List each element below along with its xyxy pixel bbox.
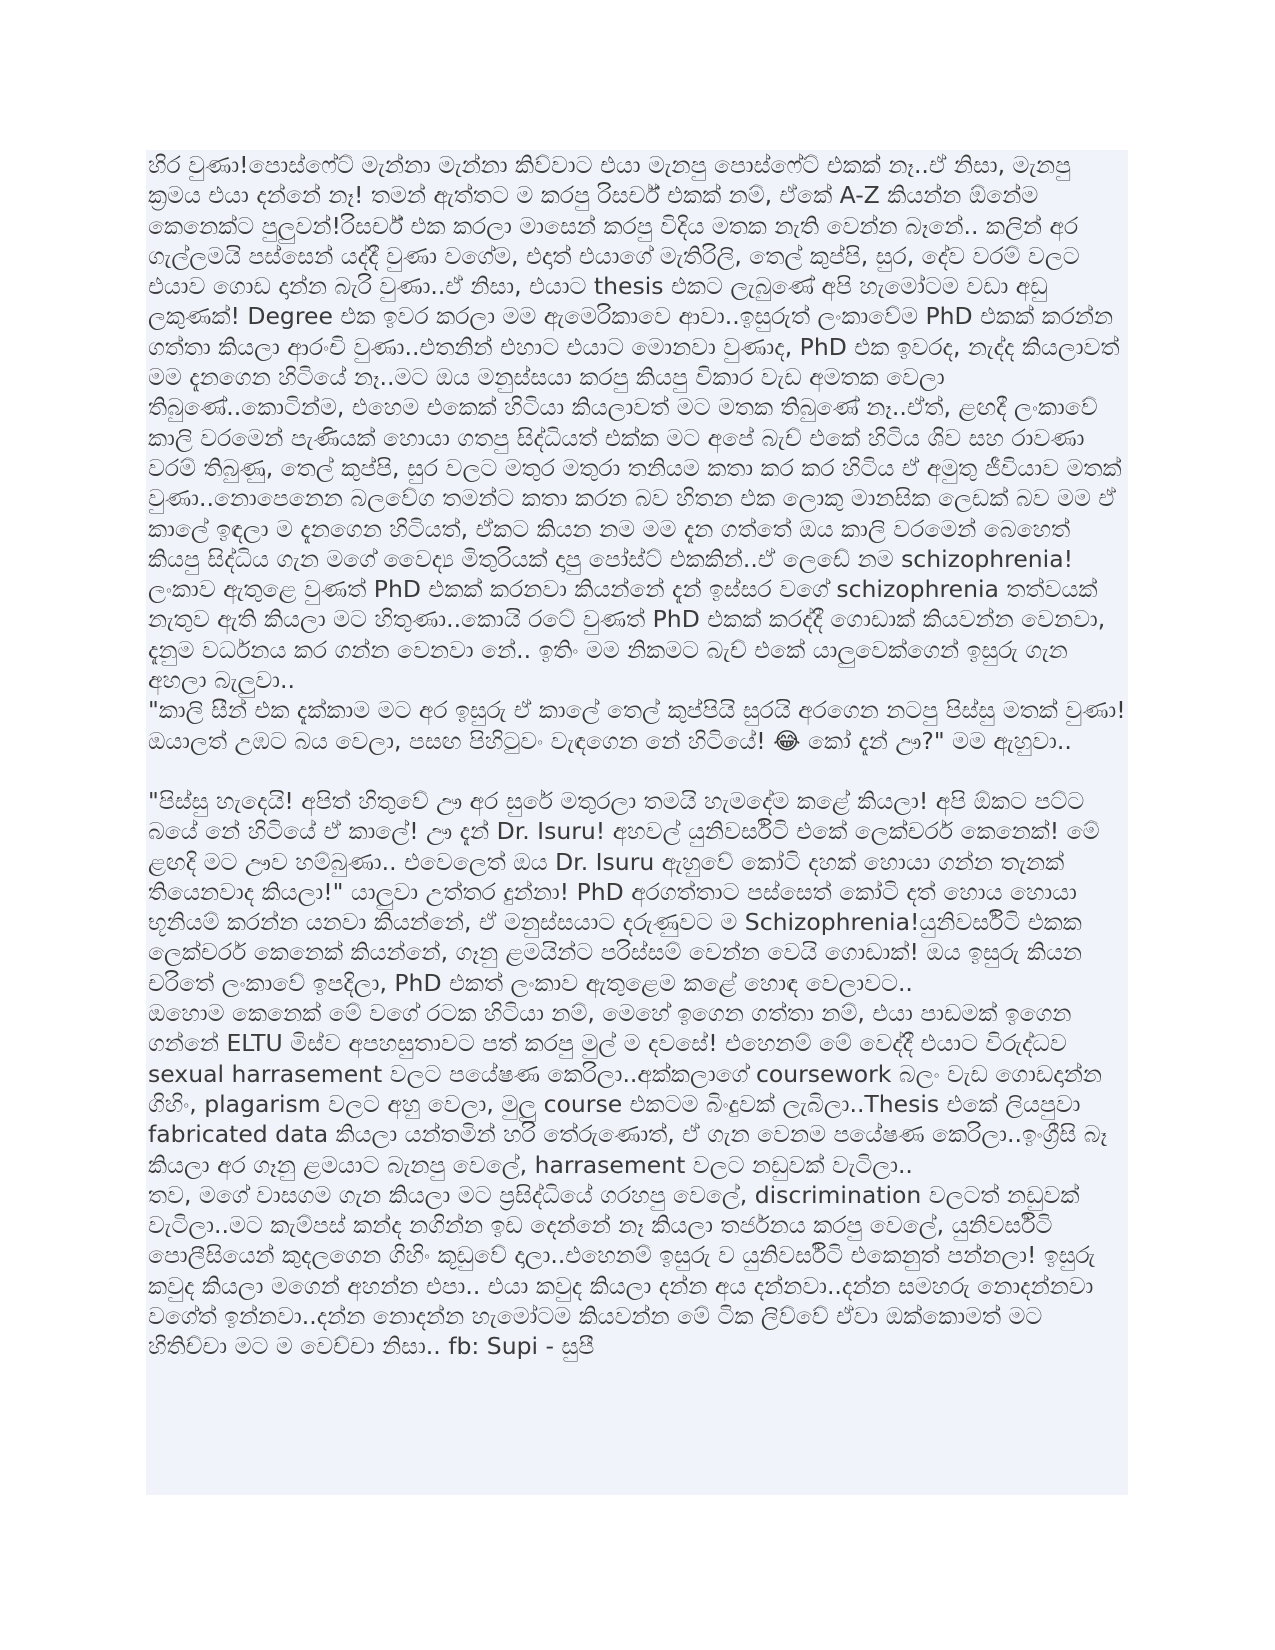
paragraph-3: "පිස්සු හැදෙයි! අපිත් හිතුවේ ඌ අර සුරේ මතුරලා තමයි හැමදේම කළේ කියලා! අපි ඕකට පට්ට බයේ නේ හිටියේ ඒ කාලේ! ඌ දැන් Dr. Isuru! අහවල් යුනිවර්සිටි එකේ ලෙක්චරර් කෙනෙක්! මේ ළඟදි මට ඌව හම්බුණා.. එවෙලෙත් ඔය Dr. Isuru ඇහුවේ කෝටි දහක් හොයා ගන්න තැනක් තියෙනවාද කියලා!" යාලුවා උත්තර දුන්නා! PhD අරගත්තාට පස්සෙත් කෝටි දත් හොය හොයා භූනියම් කරන්න යනවා කියන්නේ, ඒ මනුස්සයාට දරුණුවට ම Schizophrenia!යුනිවර්සිටි එකක ලෙක්චරර් කෙනෙක් කියන්නේ, ගෑනු ළමයින්ට පරිස්සම් වෙන්න වෙයි ගොඩාක්! ඔය ඉසුරු කියන චරිතේ ලංකාවේ ඉපදිලා, PhD එකත් ලංකාව ඇතුළෙම කළේ හොඳ වෙලාවට.. (148, 786, 1100, 997)
paragraph-4: ඔහොම කෙනෙක් මේ වගේ රටක හිටියා නම්, මෙහේ ඉගෙන ගත්තා නම්, එයා පාඩමක් ඉගෙන ගන්නේ ELTU මිස්ව අපහසුතාවට පත් කරපු මුල් ම දවසේ! එහෙනම් මේ වෙද්දී එයාට විරුද්ධව sexual harrasement වලට පයේෂණ කෙරිලා..අක්කලාගේ coursework බලං වැඩ ගොඩදාන්න ගිහිං, plagarism වලට අහු වෙලා, මුලු course එකටම බිංදුවක් ලැබිලා..Thesis එකේ ලියපුවා fabricated data කියලා යන්තමින් හරි තේරුණොත්, ඒ ගැන වෙනම පයේෂණ කෙරිලා..ඉංග්‍රීසි බෑ කියලා අර ගෑනු ළමයාට බැනපු වෙලේ, harrasement වලට නඩුවක් වැටිලා.. (148, 999, 1108, 1179)
paragraph-2: "කාලි සීන් එක දැක්කාම මට අර ඉසුරු ඒ කාලේ තෙල් කුප්පියි සුරයි අරගෙන නටපු පිස්සු මතක් වුණා! ඔයාලත් උඹට බය වෙලා, පසඟ පිහිටුවං වැඳගෙන නේ හිටියේ! 😂 කෝ දැන් ඌ?" මම ඇහුවා.. (148, 696, 1126, 755)
text-block (146, 150, 1128, 1495)
paragraph-1: හිර වුණා!පොස්ෆේට් මැන්නා මැන්නා කිව්වාට එයා මැනපු පොස්ෆේට් එකක් නෑ..ඒ නිසා, මැනපු ක්‍රමය එයා දන්නේ නෑ! තමන් ඇත්තට ම කරපු රිසර්ච් එකක් නම්, ඒකේ A-Z කියන්න ඕනේම කෙනෙක්ට පුලුවන්!රිසර්ච් එක කරලා මාසෙන් කරපු විදිය මතක නැති වෙන්න බෑනේ.. කලින් අර ගැල්ලමයි පස්සෙන් යද්දී වුණා වගේම, එදාත් එයාගේ මැතිරිලි, තෙල් කුප්පි, සුර, දේව වරම් වලට එයාව ගොඩ දාන්න බැරි වුණා..ඒ නිසා, එයාට thesis එකට ලැබුණේ අපි හැමෝටම වඩා අඩු ලකුණක්! Degree එක ඉවර කරලා මම ඇමෙරිකාවෙ ආවා..ඉසුරුත් ලංකාවේම PhD එකක් කරන්න ගත්තා කියලා ආරංචි වුණා..එතනින් එහාට එයාට මොනවා වුණාද, PhD එක ඉවරද, නැද්ද කියලාවත් මම දැනගෙන හිටියේ නෑ..මට ඔය මනුස්සයා කරපු කියපු විකාර වැඩ අමතක වෙලා තිබුණේ..කොටින්ම, එහෙම එකෙක් හිටියා කියලාවත් මට මතක තිබුණේ නෑ..ඒත්, ළඟදී ලංකාවේ කාලි වරමෙන් පැණියක් හොයා ගතපු සිද්ධියත් එක්ක මට අපේ බැච් එකේ හිටිය ශිව සහ රාවණා වරම් තිබුණු, තෙල් කුප්පි, සුර වලට මතුර මතුරා තනියම කතා කර කර හිටිය ඒ අමුතු ජීවියාව මතක් වුණා..නොපෙනෙන බලවේග තමන්ට කතා කරන බව හිතන එක ලොකු මානසික ලෙඩක් බව මම ඒ කාලේ ඉඳලා ම දැනගෙන හිටියත්, ඒකට කියන නම මම දැන ගත්තේ ඔය කාලි වරමෙන් බෙහෙත් කියපු සිද්ධිය ගැන මගේ වෛද්‍ය මිතුරියක් දාපු පෝස්ට් එකකින්..ඒ ලෙඩේ නම schizophrenia!ලංකාව ඇතුළෙ වුණත් PhD එකක් කරනවා කියන්නේ දැන් ඉස්සර වගේ schizophrenia තත්වයක් නැතුව ඇති කියලා මට හිතුණා..කොයි රටේ වුණත් PhD එකක් කරද්දී ගොඩාක් කියවන්න වෙනවා, දැනුම වර්ධනය කර ගන්න වෙනවා නේ.. ඉතිං මම නිකමට බැච් එකේ යාලුවෙක්ගෙන් ඉසුරු ගැන අහලා බැලුවා.. (148, 151, 1122, 695)
paragraph-gap (148, 756, 1126, 786)
paragraph-5: තව, මගේ වාසගම ගැන කියලා මට ප්‍රසිද්ධියේ ගරහපු වෙලේ, discrimination වලටත් නඩුවක් වැටිලා..මට කැම්පස් කන්ද නගින්න ඉඩ දෙන්නේ නෑ කියලා තර්ජනය කරපු වෙලේ, යුනිවර්සිටි පොලීසියෙන් කුදලගෙන ගිහිං කූඩුවේ දාලා..එහෙනම් ඉසුරු ව යුනිවර්සිටි එකෙනුත් පන්නලා! ඉසුරු කවුද කියලා මගෙන් අහන්න එපා.. එයා කවුද කියලා දන්න අය දන්නවා..දන්න සමහරු නොදන්නවා වගේත් ඉන්නවා..දන්න නොදන්න හැමෝටම කියවන්න මේ ටික ලිව්වේ ඒවා ඔක්කොමත් මට හිතිච්චා මට ම වෙච්චා නිසා.. fb: Supi - සුපී (148, 1180, 1096, 1361)
